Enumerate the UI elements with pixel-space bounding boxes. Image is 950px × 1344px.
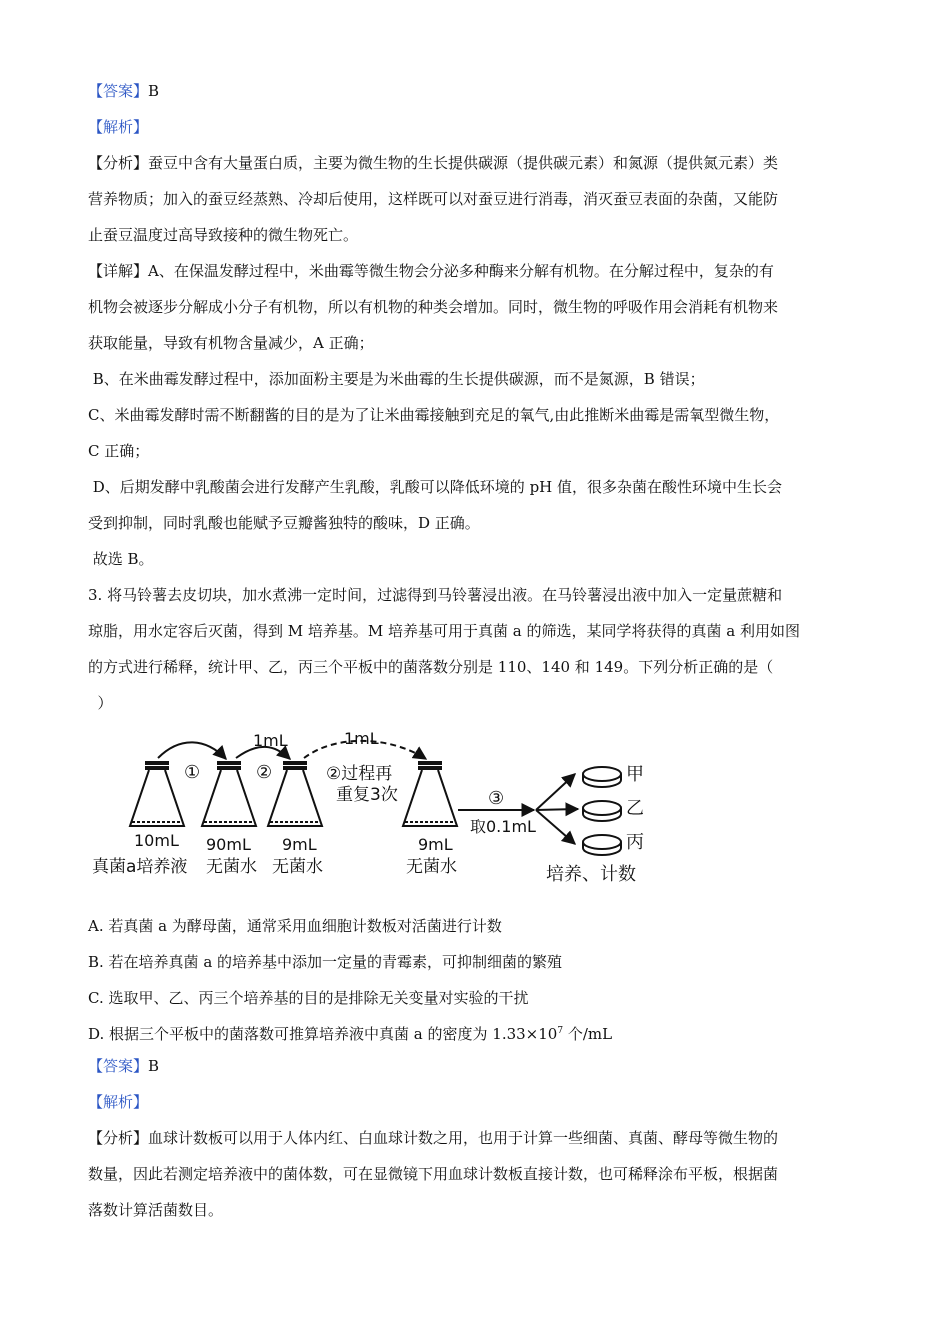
label-repeat: 重复3次 <box>336 785 398 805</box>
label-plate-bing: 丙 <box>626 832 644 853</box>
option-d-exponent: 7 <box>557 1026 564 1036</box>
analysis-label: 【分析】 <box>88 154 149 172</box>
answer-label: 【答案】 <box>88 82 149 100</box>
answer-label: 【答案】 <box>88 1057 149 1075</box>
analysis-line: 营养物质；加入的蚕豆经蒸熟、冷却后使用，这样既可以对蚕豆进行消毒，消灭蚕豆表面的杂菌，又能防 <box>88 190 779 208</box>
detail-line <box>88 261 868 281</box>
label-step-1: ① <box>184 762 201 783</box>
detail-line: 机物会被逐步分解成小分子有机物，所以有机物的种类会增加。同时，微生物的呼吸作用会消耗有机物来 <box>88 298 779 316</box>
petri-plate-bing <box>583 835 621 855</box>
label-transfer-2: 1mL <box>344 729 379 748</box>
analysis-line: 止蚕豆温度过高导致接种的微生物死亡。 <box>88 226 359 244</box>
analysis-heading-2: 【解析】 <box>88 1093 149 1111</box>
flask-water-9b <box>403 762 457 826</box>
analysis-heading-1: 【解析】 <box>88 118 149 136</box>
detail-line: 获取能量，导致有机物含量减少，A 正确； <box>88 334 374 352</box>
detail-label: 【详解】 <box>88 262 149 280</box>
flask-water-9a <box>268 762 322 826</box>
label-take: 取0.1mL <box>470 817 536 836</box>
analysis-text: 蚕豆中含有大量蛋白质，主要为微生物的生长提供碳源（提供碳元素）和氮源（提供氮元素）类 <box>148 154 779 172</box>
label-volume-90: 90mL <box>206 835 251 854</box>
label-step-3: ③ <box>488 788 505 809</box>
answer-value: B <box>148 82 160 100</box>
question-line: ） <box>88 694 113 712</box>
analysis-line: 数量，因此若测定培养液中的菌体数，可在显微镜下用血球计数板直接计数，也可稀释涂布平板，根据菌 <box>88 1165 779 1183</box>
option-c: C. 选取甲、乙、丙三个培养基的目的是排除无关变量对实验的干扰 <box>88 989 529 1007</box>
question-line: 琼脂，用水定容后灭菌，得到 M 培养基。M 培养基可用于真菌 a 的筛选，某同学将获得的真菌 a 利用如图 <box>88 622 800 640</box>
detail-line: C 正确； <box>88 442 150 460</box>
analysis-text: 血球计数板可以用于人体内红、白血球计数之用，也用于计算一些细菌、真菌、酵母等微生物的 <box>148 1129 779 1147</box>
label-water-2: 无菌水 <box>272 857 323 877</box>
branch-arrow-yi <box>536 809 578 810</box>
analysis-label: 【分析】 <box>88 1129 149 1147</box>
detail-line: C、米曲霉发酵时需不断翻酱的目的是为了让米曲霉接触到充足的氧气,由此推断米曲霉是需氧型微生物， <box>88 406 780 424</box>
branch-arrow-jia <box>536 774 575 810</box>
petri-plate-jia <box>583 767 621 787</box>
label-culture-count: 培养、计数 <box>546 864 636 885</box>
label-volume-9b: 9mL <box>418 835 453 854</box>
label-volume-9a: 9mL <box>282 835 317 854</box>
question-line: 3. 将马铃薯去皮切块，加水煮沸一定时间，过滤得到马铃薯浸出液。在马铃薯浸出液中加入一定量蔗糖和 <box>88 586 783 604</box>
label-transfer-1: 1mL <box>253 731 288 750</box>
answer-value: B <box>148 1057 160 1075</box>
flask-water-90 <box>202 762 256 826</box>
option-d-text: D. 根据三个平板中的菌落数可推算培养液中真菌 a 的密度为 1.33×10 <box>88 1025 558 1043</box>
detail-line: 故选 B。 <box>88 550 154 568</box>
petri-plate-yi <box>583 801 621 821</box>
analysis-line: 落数计算活菌数目。 <box>88 1201 224 1219</box>
option-a: A. 若真菌 a 为酵母菌，通常采用血细胞计数板对活菌进行计数 <box>88 917 502 935</box>
analysis-line <box>88 1128 868 1148</box>
label-water-1: 无菌水 <box>206 857 257 877</box>
answer-line-1 <box>88 81 868 101</box>
option-d <box>88 1024 868 1044</box>
detail-line: 受到抑制，同时乳酸也能赋予豆瓣酱独特的酸味，D 正确。 <box>88 514 480 532</box>
detail-text: A、在保温发酵过程中，米曲霉等微生物会分泌多种酶来分解有机物。在分解过程中，复杂的有 <box>148 262 774 280</box>
label-step-2a: ② <box>256 762 273 783</box>
option-d-unit: 个/mL <box>563 1025 613 1043</box>
answer-line-2 <box>88 1056 868 1076</box>
transfer-arrow-1 <box>158 742 226 759</box>
detail-line: B、在米曲霉发酵过程中，添加面粉主要是为米曲霉的生长提供碳源，而不是氮源，B 错误； <box>88 370 705 388</box>
flask-culture <box>130 762 184 826</box>
branch-arrow-bing <box>536 810 575 844</box>
label-step-2b: ②过程再 <box>326 764 393 784</box>
label-plate-yi: 乙 <box>626 798 644 819</box>
label-water-3: 无菌水 <box>406 857 457 877</box>
detail-line: D、后期发酵中乳酸菌会进行发酵产生乳酸，乳酸可以降低环境的 pH 值，很多杂菌在酸性环境中生长会 <box>88 478 783 496</box>
dilution-diagram <box>88 722 658 892</box>
label-plate-jia: 甲 <box>626 764 644 785</box>
label-volume-10: 10mL <box>134 831 179 850</box>
option-b: B. 若在培养真菌 a 的培养基中添加一定量的青霉素，可抑制细菌的繁殖 <box>88 953 563 971</box>
analysis-line <box>88 153 868 173</box>
question-line: 的方式进行稀释，统计甲、乙，丙三个平板中的菌落数分别是 110、140 和 149。下列分析正确的是（ <box>88 658 774 676</box>
label-culture: 真菌a培养液 <box>92 857 188 877</box>
